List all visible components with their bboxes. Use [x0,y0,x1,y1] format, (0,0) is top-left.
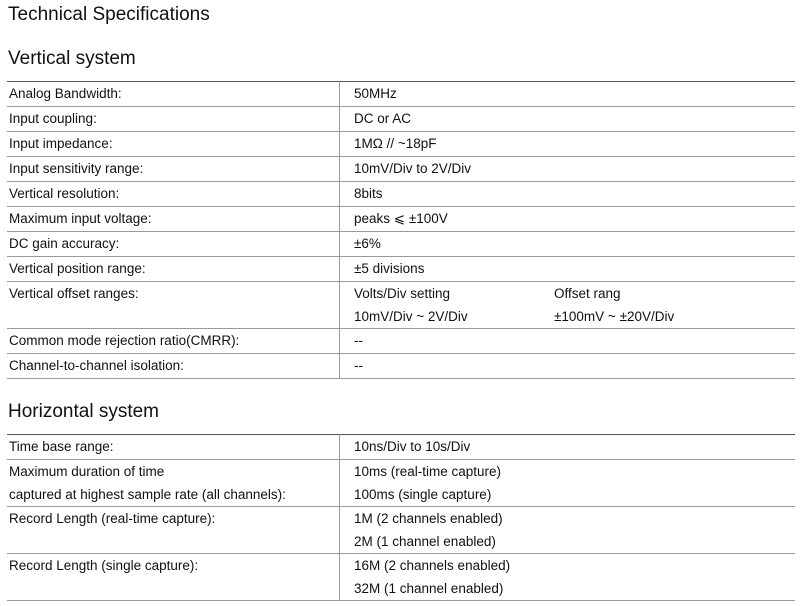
spec-label: Input sensitivity range: [7,157,340,182]
offset-col1-header: Volts/Div setting [354,286,451,301]
spec-label: Record Length (real-time capture): [7,507,340,554]
spec-value-line: 16M (2 channels enabled) [354,558,511,573]
spec-value: 10ns/Div to 10s/Div [340,435,796,460]
offset-header-line [354,282,795,305]
spec-label-line: Maximum duration of time [9,464,165,479]
spec-value-line: 32M (1 channel enabled) [354,581,504,596]
table-row [7,132,795,157]
horizontal-spec-table [7,434,795,601]
spec-label: Input impedance: [7,132,340,157]
table-row [7,435,795,460]
table-row [7,354,795,379]
spec-value: 10mV/Div to 2V/Div [340,157,796,182]
spec-value [340,507,796,554]
spec-value: DC or AC [340,107,796,132]
table-row [7,554,795,601]
table-row [7,282,795,329]
spec-value-line: 100ms (single capture) [354,487,492,502]
spec-value-line: 2M (1 channel enabled) [354,534,496,549]
table-row [7,257,795,282]
offset-col2-value: ±100mV ~ ±20V/Div [554,309,675,324]
offset-value-line [354,305,795,328]
spec-label [7,460,340,507]
spec-value: -- [340,329,796,354]
table-row [7,207,795,232]
spec-label: Maximum input voltage: [7,207,340,232]
spec-label: Input coupling: [7,107,340,132]
table-row [7,157,795,182]
spec-label: Vertical resolution: [7,182,340,207]
spec-label: Channel-to-channel isolation: [7,354,340,379]
table-row [7,107,795,132]
table-row [7,82,795,107]
spec-value: -- [340,354,796,379]
spec-value-offset [340,282,796,329]
spec-value: 50MHz [340,82,796,107]
spec-value [340,460,796,507]
spec-value-line: 10ms (real-time capture) [354,464,502,479]
table-row [7,507,795,554]
table-row [7,232,795,257]
spec-label: Common mode rejection ratio(CMRR): [7,329,340,354]
offset-col1-value: 10mV/Div ~ 2V/Div [354,309,468,324]
spec-label: Vertical position range: [7,257,340,282]
spec-label: Record Length (single capture): [7,554,340,601]
offset-col2-header: Offset rang [554,286,621,301]
spec-value: 1MΩ // ~18pF [340,132,796,157]
horizontal-section-title: Horizontal system [8,401,159,422]
spec-label: Vertical offset ranges: [7,282,340,329]
table-row [7,182,795,207]
spec-value: ±5 divisions [340,257,796,282]
spec-label-line: captured at highest sample rate (all channels): [9,487,286,502]
spec-value [340,554,796,601]
spec-value-line: 1M (2 channels enabled) [354,511,503,526]
page-title: Technical Specifications [8,4,210,25]
spec-value: 8bits [340,182,796,207]
spec-label: Analog Bandwidth: [7,82,340,107]
spec-label: DC gain accuracy: [7,232,340,257]
table-row [7,460,795,507]
spec-label: Time base range: [7,435,340,460]
vertical-section-title: Vertical system [8,48,136,69]
spec-value: peaks ⩽ ±100V [340,207,796,232]
spec-value: ±6% [340,232,796,257]
vertical-spec-table [7,81,795,379]
table-row [7,329,795,354]
